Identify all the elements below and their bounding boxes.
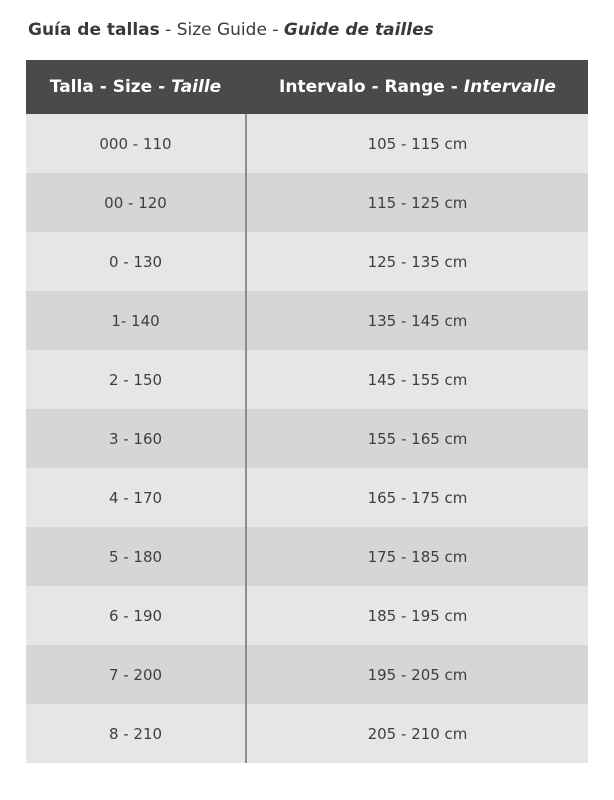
table-row [26,350,588,409]
cell-range: 135 - 145 cm [246,291,588,350]
cell-range: 125 - 135 cm [246,232,588,291]
cell-size: 0 - 130 [26,232,246,291]
cell-size: 5 - 180 [26,527,246,586]
page-title-separator-1: - [159,20,177,40]
cell-range: 165 - 175 cm [246,468,588,527]
column-header-size-sep-2: - [152,77,172,97]
cell-size: 4 - 170 [26,468,246,527]
cell-range: 175 - 185 cm [246,527,588,586]
page-title-fr: Guide de tailles [283,20,434,40]
table-row [26,291,588,350]
table-row [26,586,588,645]
table-row [26,704,588,763]
cell-range: 205 - 210 cm [246,704,588,763]
column-header-size-es: Talla [49,77,94,97]
table-row [26,114,588,173]
column-header-size-sep-1: - [93,77,113,97]
cell-size: 00 - 120 [26,173,246,232]
cell-size: 1- 140 [26,291,246,350]
table-body [26,114,588,763]
cell-size: 6 - 190 [26,586,246,645]
cell-range: 115 - 125 cm [246,173,588,232]
column-header-size-en: Size [112,77,153,97]
page-title-es: Guía de tallas [28,20,160,40]
size-guide-table [26,60,588,763]
column-header-range-en: Range [384,77,445,97]
table-row [26,468,588,527]
table-row [26,232,588,291]
column-header-range [246,60,588,114]
table-row [26,173,588,232]
column-header-range-es: Intervalo [279,77,366,97]
column-header-range-fr: Intervalle [463,77,556,97]
column-header-size-fr: Taille [171,77,222,97]
cell-size: 000 - 110 [26,114,246,173]
table-row [26,527,588,586]
table-header [26,60,588,114]
cell-range: 105 - 115 cm [246,114,588,173]
page-title-en: Size Guide [176,20,267,40]
page-title-separator-2: - [266,20,284,40]
table-header-row [26,60,588,114]
table-row [26,409,588,468]
column-header-range-sep-2: - [444,77,464,97]
column-header-range-sep-1: - [365,77,385,97]
page-title [0,0,614,40]
cell-size: 7 - 200 [26,645,246,704]
cell-size: 2 - 150 [26,350,246,409]
cell-size: 8 - 210 [26,704,246,763]
cell-size: 3 - 160 [26,409,246,468]
cell-range: 155 - 165 cm [246,409,588,468]
cell-range: 145 - 155 cm [246,350,588,409]
cell-range: 185 - 195 cm [246,586,588,645]
table-row [26,645,588,704]
cell-range: 195 - 205 cm [246,645,588,704]
column-header-size [26,60,246,114]
